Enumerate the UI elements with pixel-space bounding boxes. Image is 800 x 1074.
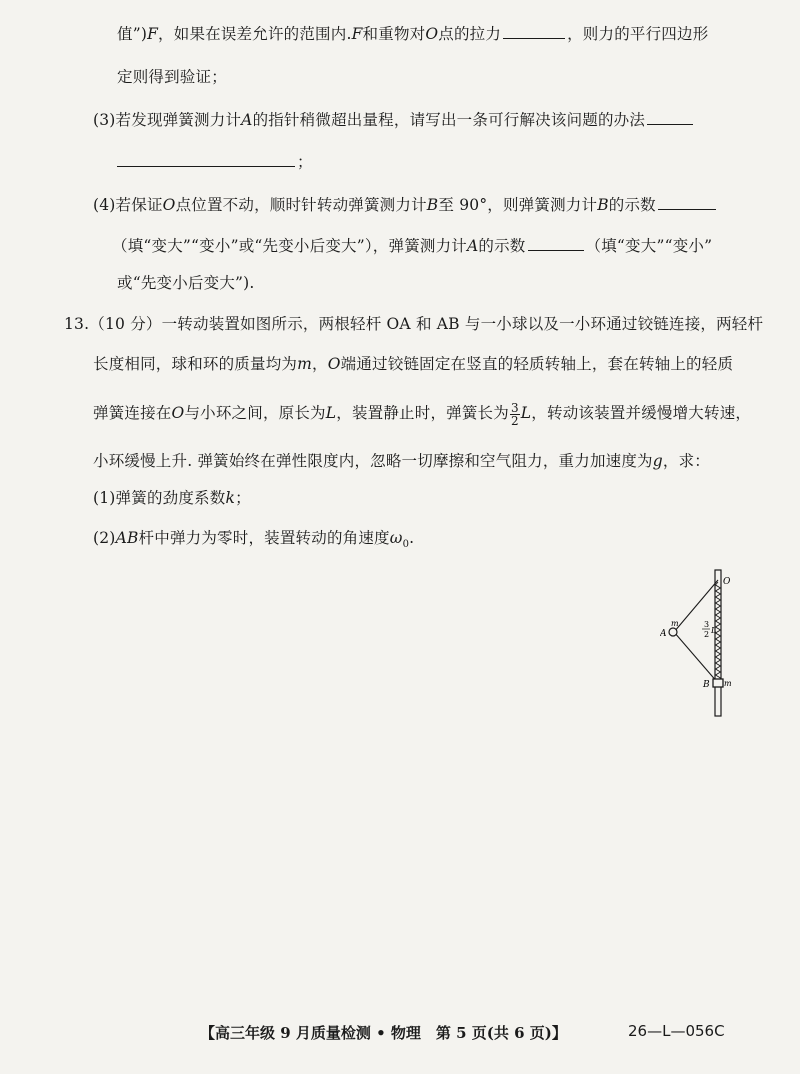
rotating-device-figure: [660, 568, 740, 718]
page-footer-code: 26—L—056C: [628, 1022, 725, 1040]
answer-blank-b-reading[interactable]: [658, 193, 716, 210]
label-m-ball: m: [671, 619, 679, 628]
question-13-line2: 长度相同，球和环的质量均为m，O端通过铰链固定在竖直的轻质转轴上，套在转轴上的轻质: [93, 355, 734, 373]
question-13-line4: 小环缓慢上升. 弹簧始终在弹性限度内，忽略一切摩擦和空气阻力，重力加速度为g，求：: [93, 452, 710, 470]
label-length-l: L: [711, 626, 717, 635]
question-13-line1: 13.（10 分）一转动装置如图所示，两根轻杆 OA 和 AB 与一小球以及一小环通过铰链连接，两轻杆: [64, 315, 764, 333]
fraction-three-halves: $\frac{3}{2}$: [510, 400, 519, 428]
answer-blank-method-1[interactable]: [647, 108, 693, 125]
question-item-3: (3)若发现弹簧测力计A的指针稍微超出量程，请写出一条可行解决该问题的办法: [93, 108, 695, 131]
question-item-3-line2: ；: [117, 150, 313, 173]
answer-blank-method-2[interactable]: [117, 150, 295, 167]
question-13-line3: 弹簧连接在O与小环之间，原长为L，装置静止时，弹簧长为 $\frac{3}{2}$ L，转动该装置并缓慢增大转速，: [93, 400, 752, 428]
ring-b: [713, 679, 723, 687]
label-length-den: 2: [704, 630, 710, 639]
ball-a: [669, 628, 677, 636]
page-footer-title: 【高三年级 9 月质量检测 • 物理 第 5 页(共 6 页)】: [200, 1024, 567, 1042]
rod-oa: [674, 580, 718, 632]
question-item-4-line2: （填“变大”“变小”或“先变小后变大”），弹簧测力计A的示数 （填“变大”“变小”: [112, 234, 712, 257]
text-line-prev-2: 定则得到验证；: [117, 68, 227, 86]
question-item-4-line3: 或“先变小后变大”).: [117, 274, 255, 292]
question-item-4: (4)若保证O点位置不动，顺时针转动弹簧测力计B至 90°，则弹簧测力计B的示数: [93, 193, 718, 216]
question-13-sub2: (2)AB杆中弹力为零时，装置转动的角速度$\omega_0$.: [93, 529, 415, 551]
label-b: B: [703, 680, 710, 690]
label-m-ring: m: [724, 679, 732, 688]
question-13-sub1: (1)弹簧的劲度系数k；: [93, 489, 251, 507]
label-length-num: 3: [704, 620, 710, 629]
rod-ab: [674, 632, 718, 683]
label-a: A: [660, 629, 667, 639]
label-o: O: [723, 577, 731, 587]
text-line-prev-1: 值”)F，如果在误差允许的范围内.F和重物对O点的拉力 ，则力的平行四边形: [117, 22, 708, 45]
answer-blank-force[interactable]: [503, 22, 565, 39]
answer-blank-a-reading[interactable]: [528, 234, 584, 251]
